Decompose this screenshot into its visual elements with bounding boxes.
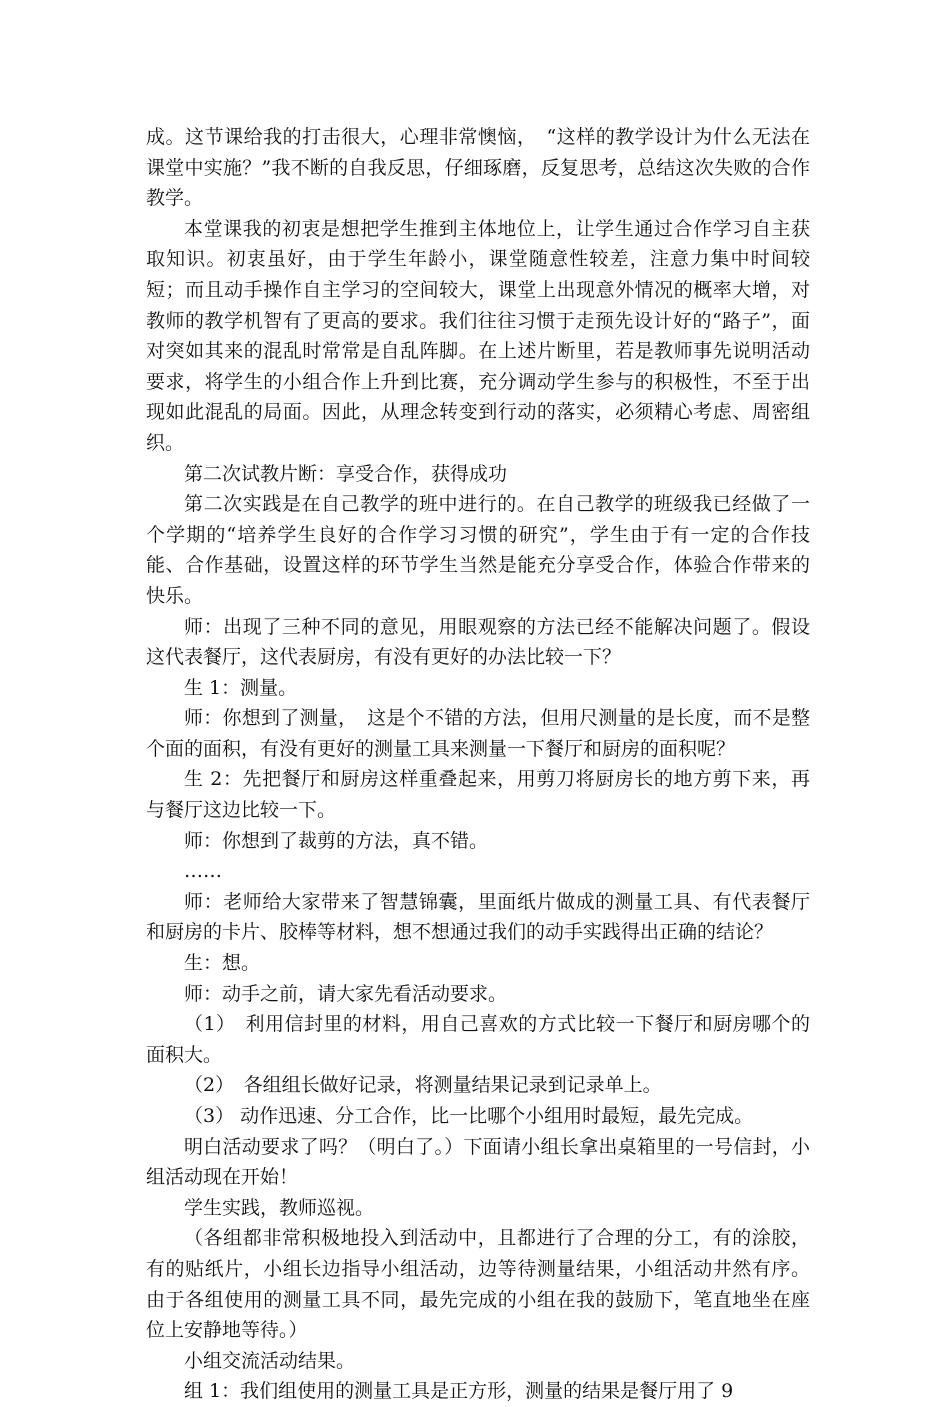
dialogue-line: 师：出现了三种不同的意见，用眼观察的方法已经不能解决问题了。假设这代表餐厅，这代表厨房，有没有更好的办法比较一下？ bbox=[146, 615, 810, 669]
paragraph-4: 第二次实践是在自己教学的班中进行的。在自己教学的班级我已经做了一个学期的“培养学生良好的合作学习习惯的研究”，学生由于有一定的合作技能、合作基础，设置这样的环节学生当然是能充分享受合作，体验合作带来的快乐。 bbox=[146, 493, 810, 607]
requirement-item-3: （3） 动作迅速、分工合作，比一比哪个小组用时最短，最先完成。 bbox=[184, 1105, 754, 1127]
narration-paragraph: （各组都非常积极地投入到活动中，且都进行了合理的分工，有的涂胶，有的贴纸片，小组长边指导小组活动，边等待测量结果，小组活动井然有序。由于各组使用的测量工具不同，最先完成的小组在我的鼓励下，笔直地坐在座位上安静地等待。） bbox=[146, 1227, 810, 1342]
dialogue-line: 生 1：测量。 bbox=[184, 676, 298, 699]
narration-line: 小组交流活动结果。 bbox=[184, 1349, 356, 1372]
narration-line: 学生实践，教师巡视。 bbox=[184, 1196, 375, 1219]
dialogue-line: 师：老师给大家带来了智慧锦囊，里面纸片做成的测量工具、有代表餐厅和厨房的卡片、胶棒等材料，想不想通过我们的动手实践得出正确的结论？ bbox=[146, 890, 810, 944]
dialogue-line: 师：你想到了测量， 这是个不错的方法，但用尺测量的是长度，而不是整个面的面积，有没有更好的测量工具来测量一下餐厅和厨房的面积呢？ bbox=[146, 707, 810, 760]
dialogue-line: 明白活动要求了吗？（明白了。）下面请小组长拿出桌箱里的一号信封，小组活动现在开始！ bbox=[146, 1135, 810, 1189]
section-heading: 第二次试教片断：享受合作，获得成功 bbox=[184, 462, 508, 485]
dialogue-line: 师：你想到了裁剪的方法，真不错。 bbox=[184, 829, 489, 852]
ellipsis-line: …… bbox=[184, 860, 222, 883]
dialogue-line: 组 1：我们组使用的测量工具是正方形，测量的结果是餐厅用了 9 bbox=[184, 1380, 734, 1403]
dialogue-line: 生：想。 bbox=[184, 952, 261, 975]
dialogue-line: 生 2：先把餐厅和厨房这样重叠起来，用剪刀将厨房长的地方剪下来，再与餐厅这边比较一下。 bbox=[146, 768, 810, 822]
paragraph-1: 成。这节课给我的打击很大，心理非常懊恼， “这样的教学设计为什么无法在课堂中实施？”我不断的自我反思，仔细琢磨，反复思考，总结这次失败的合作教学。 bbox=[146, 126, 810, 210]
requirement-item-1: （1） 利用信封里的材料，用自己喜欢的方式比较一下餐厅和厨房哪个的面积大。 bbox=[146, 1013, 810, 1066]
paragraph-2: 本堂课我的初衷是想把学生推到主体地位上，让学生通过合作学习自主获取知识。初衷虽好，由于学生年龄小，课堂随意性较差，注意力集中时间较短；而且动手操作自主学习的空间较大，课堂上出现意外情况的概率大增，对教师的教学机智有了更高的要求。我们往往习惯于走预先设计好的“路子”，面对突如其来的混乱时常常是自乱阵脚。在上述片断里，若是教师事先说明活动要求，将学生的小组合作上升到比赛，充分调动学生参与的积极性，不至于出现如此混乱的局面。因此，从理念转变到行动的落实，必须精心考虑、周密组织。 bbox=[146, 217, 810, 454]
dialogue-line: 师：动手之前，请大家先看活动要求。 bbox=[184, 982, 508, 1005]
document-page bbox=[146, 122, 810, 1407]
requirement-item-2: （2） 各组组长做好记录，将测量结果记录到记录单上。 bbox=[184, 1074, 662, 1097]
